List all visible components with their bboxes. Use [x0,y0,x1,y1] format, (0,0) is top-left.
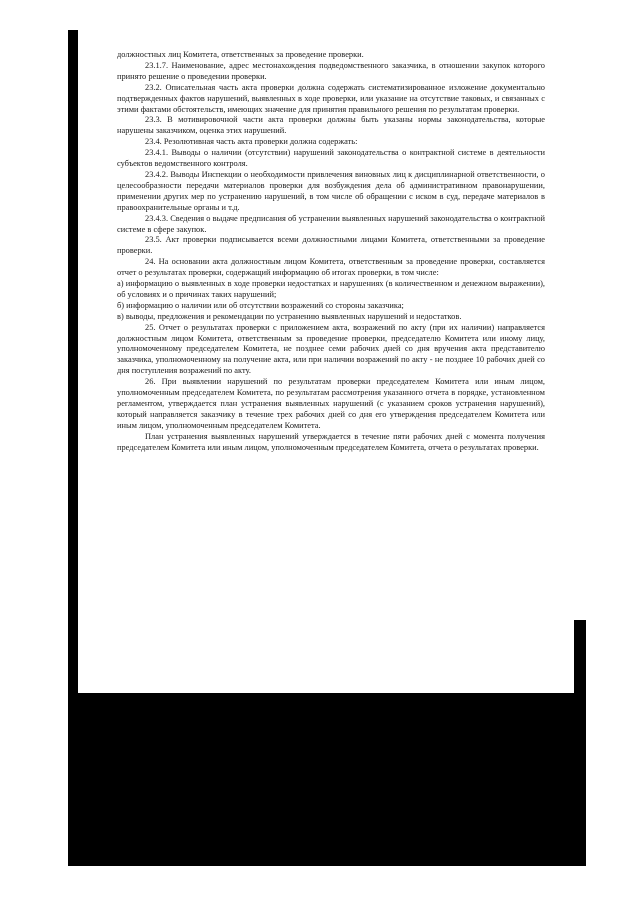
paragraph: должностных лиц Комитета, ответственных за проведение проверки. [117,50,364,59]
paragraph: 23.1.7. Наименование, адрес местонахождения подведомственного заказчика, в отношении закупок которого принято решение о проведении проверки. [117,60,545,81]
paragraph: План устранения выявленных нарушений утверждается в течение пяти рабочих дней с момента получения председателем Комитета или иным лицом, уполномоченным председателем Комитета, отчета о результатах проверки. [117,431,545,452]
paragraph: 23.2. Описательная часть акта проверки должна содержать систематизированное изложение документально подтвержденных фактов нарушений, выявленных в ходе проверки, или указание на отсутствие таковых, и связанных с этими фактами обстоятельств, имеющих значение для принятия правильного решения по результатам проверки. [117,82,545,114]
paragraph: 23.4.2. Выводы Инспекции о необходимости привлечения виновных лиц к дисциплинарной ответственности, о целесообразности передачи материалов проверки для возбуждения дела об административном правонарушении, применении других мер по устранению нарушений, в том числе об обращении с иском в суд, передаче материалов в правоохранительные органы и т.д. [117,169,545,212]
document-page [117,50,545,454]
list-item: б) информацию о наличии или об отсутствии возражений со стороны заказчика; [117,300,404,310]
paragraph: 26. При выявлении нарушений по результатам проверки председателем Комитета или иным лицом, уполномоченным председателем Комитета, по результатам рассмотрения указанного отчета в порядке, установленном регламентом, утверждается план устранения выявленных нарушений (с указанием сроков устранения нарушений), который направляется заказчику в течение трех рабочих дней со дня его утверждения председателем Комитета или иным лицом, уполномоченным председателем Комитета. [117,377,545,430]
paragraph: 25. Отчет о результатах проверки с приложением акта, возражений по акту (при их наличии) направляется должностным лицом Комитета, ответственным за проведение проверки, председателю Комитета или иному лицу, уполномоченному председателем Комитета, не позднее семи рабочих дней со дня вручения акта представителю заказчика, уполномоченному на получение акта, или при наличии возражений по акту - не позднее 10 рабочих дней со дня поступления возражений по акту. [117,322,545,376]
paragraph: 23.3. В мотивировочной части акта проверки должны быть указаны нормы законодательства, которые нарушены заказчиком, оценка этих нарушений. [117,115,545,136]
paragraph: 23.5. Акт проверки подписывается всеми должностными лицами Комитета, ответственными за проведение проверки. [117,235,545,256]
scan-border-right [574,620,586,866]
list-item: в) выводы, предложения и рекомендации по устранению выявленных нарушений и недостатков. [117,311,462,321]
paragraph: 23.4.3. Сведения о выдаче предписания об устранении выявленных нарушений законодательства о контрактной системе в сфере закупок. [117,213,545,234]
list-item: а) информацию о выявленных в ходе проверки недостатках и нарушениях (в количественном и денежном выражении), об условиях и о причинах таких нарушений; [117,279,545,299]
paragraph: 23.4.1. Выводы о наличии (отсутствии) нарушений законодательства о контрактной системе в деятельности субъектов ведомственного контроля. [117,148,545,169]
scan-border-bottom [68,693,586,866]
paragraph: 24. На основании акта должностным лицом Комитета, ответственным за проведение проверки, составляется отчет о результатах проверки, содержащий информацию об итогах проверки, в том числе: [117,257,545,278]
paragraph: 23.4. Резолютивная часть акта проверки должна содержать: [145,137,358,147]
